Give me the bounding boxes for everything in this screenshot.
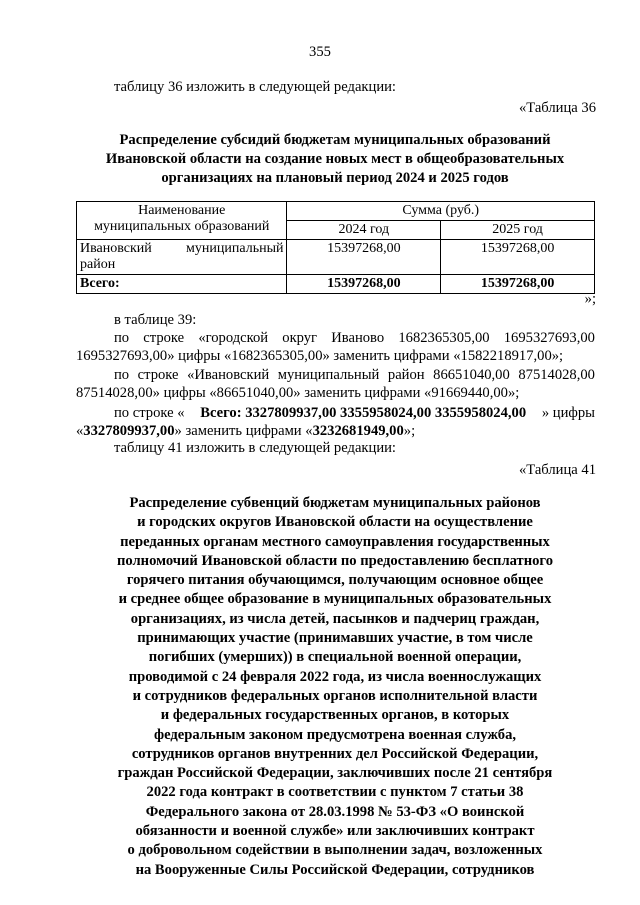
row-name-line1 [80, 241, 283, 257]
table-41-title-line: на Вооруженные Силы Российской Федерации, сотрудников [135, 861, 535, 878]
header-sum: Сумма (руб.) [287, 202, 595, 221]
word: «городской [198, 330, 269, 346]
table-41-title-line: полномочий Ивановской области по предоставлению бесплатного [116, 552, 553, 569]
table-41-title-line: горячего питания обучающимся, получающим основное общее [126, 572, 544, 589]
table-41-title-line: и городских округов Ивановской области на осуществление [137, 514, 533, 531]
word: 86651040,00 [433, 367, 510, 383]
table-41-title-line: погибших (умерших)) в специальной военной операции, [148, 649, 522, 666]
row-name-cell [77, 240, 287, 275]
header-name-line: муниципальных образований [94, 219, 270, 234]
edit-1-line-1 [114, 329, 595, 347]
word: муниципальный [277, 367, 380, 383]
edit-3-suffix: » цифры [541, 405, 595, 421]
quote-close: »; [403, 423, 416, 439]
header-municipality [77, 202, 287, 240]
table-41-title-line: Распределение субвенций бюджетам муниципальных районов [129, 495, 541, 511]
table-36-title-line: Распределение субсидий бюджетам муниципальных образований [119, 132, 551, 148]
table-total-row [77, 275, 595, 294]
intro-table-36: таблицу 36 изложить в следующей редакции: [114, 79, 396, 95]
total-2024: 15397268,00 [287, 275, 441, 294]
edit-2-line-2: 87514028,00» цифры «86651040,00» заменить цифрами «91669440,00»; [76, 385, 520, 401]
page-number: 355 [309, 44, 331, 60]
table-41-title-line: 2022 года контракт в соответствии с пунктом 7 статьи 38 [146, 784, 524, 801]
quote-open: « [76, 423, 84, 439]
table-41-title-line: граждан Российской Федерации, заключивших после 21 сентября [117, 765, 553, 782]
table-41-title-line: переданных органам местного самоуправления государственных [120, 533, 550, 550]
edit-3-prefix: по строке « [114, 405, 185, 421]
word: округ [282, 330, 318, 346]
word: Иваново [331, 330, 385, 346]
table-header-row [77, 202, 595, 221]
table-41-label: «Таблица 41 [518, 462, 596, 478]
replace-text: » заменить цифрами « [174, 423, 313, 439]
table-41-title-line: и среднее общее образование в муниципальных образовательных [118, 591, 552, 608]
table-36-title-line: Ивановской области на создание новых мест в общеобразовательных [105, 151, 565, 167]
word: по [114, 367, 130, 383]
word: район [387, 367, 425, 383]
word: строке [137, 367, 179, 383]
edit-1-line-2: 1695327693,00» цифры «1682365305,00» заменить цифрами «1582218917,00»; [76, 348, 564, 364]
table-36 [76, 201, 595, 294]
table-39-intro: в таблице 39: [114, 312, 197, 328]
table-41-title-line: принимающих участие (принимавших участие, в том числе [137, 630, 533, 647]
header-2025: 2025 год [441, 221, 595, 240]
table-41-title-line: и сотрудников федеральных органов исполнительной власти [132, 687, 538, 704]
header-2024: 2024 год [287, 221, 441, 240]
intro-table-41: таблицу 41 изложить в следующей редакции: [114, 440, 396, 456]
word: 1682365305,00 [398, 330, 490, 346]
total-2025: 15397268,00 [441, 275, 595, 294]
table-41-title-line: обязанности и военной службе» или заключивших контракт [135, 823, 535, 840]
table-41-title-line: о добровольном содействии в выполнении задач, возложенных [127, 842, 543, 859]
table-41-title-line: Федерального закона от 28.03.1998 № 53-ФЗ «О воинской [145, 803, 525, 820]
header-name-line: Наименование [138, 203, 226, 218]
table-36-label: «Таблица 36 [518, 100, 596, 116]
table-41-title-line: федеральным законом предусмотрена военная служба, [153, 726, 517, 743]
word: «Ивановский [187, 367, 270, 383]
row-value-2025: 15397268,00 [441, 240, 595, 275]
word: 1695327693,00 [503, 330, 595, 346]
edit-3-line-2 [76, 422, 415, 440]
table-41-title-line: и федеральных государственных органов, в которых [160, 707, 510, 724]
row-name-line2: район [80, 257, 116, 272]
row-value-2024: 15397268,00 [287, 240, 441, 275]
edit-3-line-1 [114, 404, 595, 422]
old-value: 3327809937,00 [83, 423, 175, 439]
table-41-title-line: организациях, из числа детей, пасынков и падчериц граждан, [130, 610, 540, 627]
new-value: 3232681949,00 [312, 423, 404, 439]
table-36-title [70, 131, 600, 188]
edit-2-line-1 [114, 366, 595, 384]
table-41-title [70, 494, 600, 880]
total-label: Всего: [77, 275, 287, 294]
word: 87514028,00 [518, 367, 595, 383]
edit-3-bold-values: Всего: 3327809937,00 3355958024,00 3355958024,00 [200, 405, 527, 421]
row-name-word: Ивановский [80, 241, 152, 256]
table-41-title-line: сотрудников органов внутренних дел Российской Федерации, [131, 745, 539, 762]
word: по [114, 330, 130, 346]
table-41-title-line: проводимой с 24 февраля 2022 года, из числа военнослужащих [128, 668, 542, 685]
table-36-title-line: организациях на плановый период 2024 и 2025 годов [161, 170, 509, 186]
row-name-word: муниципальный [186, 241, 284, 256]
closing-quote: »; [584, 291, 596, 307]
word: строке [143, 330, 185, 346]
table-row [77, 240, 595, 275]
